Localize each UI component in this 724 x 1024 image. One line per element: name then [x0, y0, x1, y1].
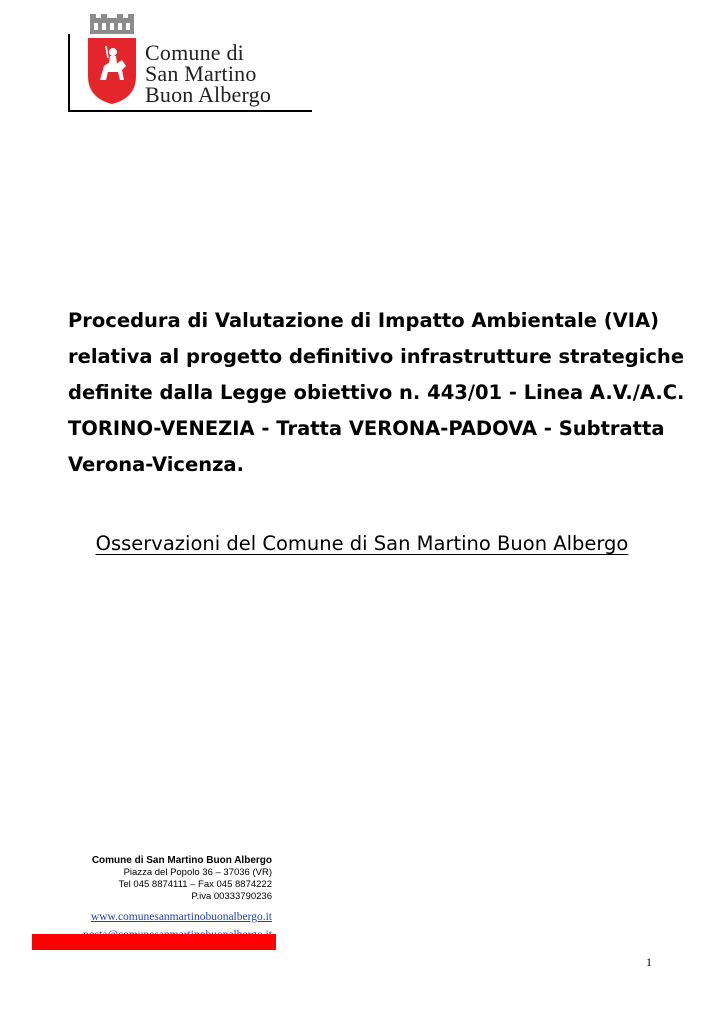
footer-red-bar: [32, 934, 276, 950]
document-subtitle: Osservazioni del Comune di San Martino Buon Albergo: [95, 532, 629, 555]
header-vertical-rule: [68, 34, 70, 110]
title-line-3: definite dalla Legge obiettivo n. 443/01 - Linea A.V./A.C.: [68, 381, 685, 404]
title-line-2: relativa al progetto definitivo infrastrutture strategiche: [68, 345, 685, 368]
logo-line-2: San Martino: [145, 61, 257, 86]
title-line-5: Verona-Vicenza.: [68, 453, 244, 476]
title-line-4: TORINO-VENEZIA - Tratta VERONA-PADOVA - Subtratta: [68, 417, 665, 440]
header-logo: [68, 14, 312, 114]
document-title: [68, 303, 685, 483]
coat-of-arms-icon: [86, 14, 138, 106]
footer-phone: Tel 045 8874111 – Fax 045 8874222: [118, 879, 272, 890]
footer-vat: P.iva 00333790236: [191, 891, 272, 902]
footer-website-link[interactable]: www.comunesanmartinobuonalbergo.it: [90, 911, 272, 923]
footer-address: Piazza del Popolo 36 – 37036 (VR): [123, 867, 272, 878]
header-horizontal-rule: [68, 110, 312, 112]
page-number: 1: [646, 955, 652, 969]
footer-org-name: Comune di San Martino Buon Albergo: [91, 855, 272, 866]
title-line-1: Procedura di Valutazione di Impatto Ambientale (VIA): [68, 309, 660, 332]
logo-line-3: Buon Albergo: [145, 82, 272, 107]
logo-wordmark: [145, 42, 271, 105]
footer-contact: [40, 854, 272, 943]
logo-line-1: Comune di: [145, 40, 244, 65]
